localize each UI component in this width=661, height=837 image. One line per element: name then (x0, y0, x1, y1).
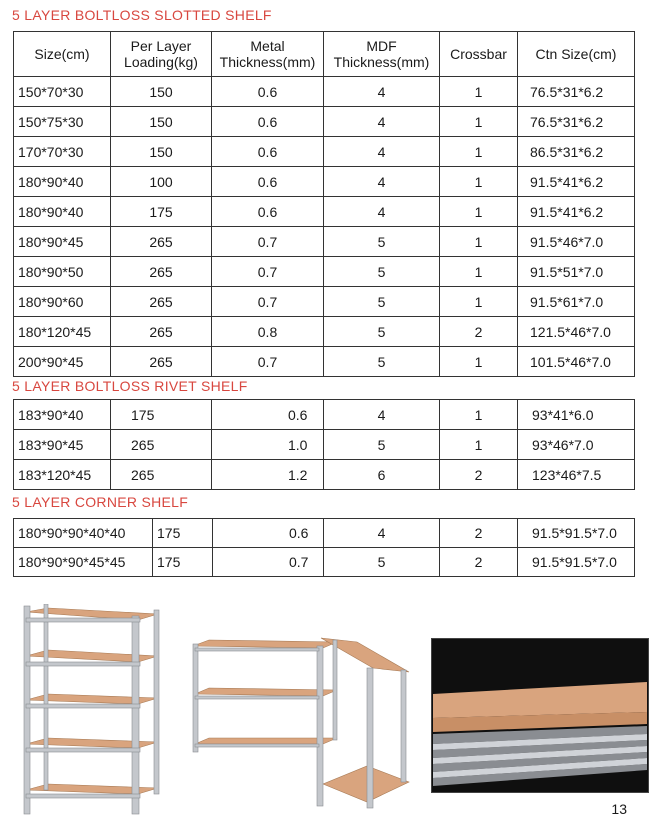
table-cell: 4 (324, 167, 440, 197)
page-number: 13 (611, 801, 627, 817)
table-row (14, 460, 635, 490)
table-cell: 265 (111, 227, 212, 257)
table-cell: 1 (440, 77, 518, 107)
table-row (14, 548, 635, 577)
table-cell: 121.5*46*7.0 (518, 317, 635, 347)
table-cell: 5 (324, 257, 440, 287)
table-cell: 91.5*91.5*7.0 (518, 548, 635, 577)
table-cell: 180*90*90*40*40 (14, 519, 153, 548)
corner-shelf-table (13, 518, 635, 577)
table-cell: 6 (324, 460, 440, 490)
table-cell: 76.5*31*6.2 (518, 107, 635, 137)
table-cell: 4 (324, 77, 440, 107)
table-cell: 4 (324, 519, 440, 548)
table-cell: 1.2 (212, 460, 324, 490)
table-cell: 1 (440, 287, 518, 317)
table-row (14, 430, 635, 460)
table-cell: 91.5*41*6.2 (518, 197, 635, 227)
table-cell: 5 (324, 317, 440, 347)
table-cell: 4 (324, 197, 440, 227)
table-cell: 200*90*45 (14, 347, 111, 377)
table-cell: 0.7 (213, 548, 324, 577)
table-cell: 101.5*46*7.0 (518, 347, 635, 377)
table-cell: 180*90*60 (14, 287, 111, 317)
table-cell: 2 (440, 519, 518, 548)
table-row (14, 287, 635, 317)
table-cell: 4 (324, 400, 440, 430)
table-cell: 150*70*30 (14, 77, 111, 107)
table-cell: 175 (111, 197, 212, 227)
table-row (14, 167, 635, 197)
table-cell: 4 (324, 107, 440, 137)
table-cell: 91.5*41*6.2 (518, 167, 635, 197)
table-cell: 265 (111, 460, 212, 490)
header-loading: Per Layer Loading(kg) (111, 32, 212, 77)
table-cell: 91.5*61*7.0 (518, 287, 635, 317)
table-cell: 0.7 (212, 287, 324, 317)
table-cell: 91.5*91.5*7.0 (518, 519, 635, 548)
table-cell: 0.6 (213, 519, 324, 548)
table-cell: 265 (111, 257, 212, 287)
table-cell: 150 (111, 77, 212, 107)
table-row (14, 347, 635, 377)
table-cell: 180*90*45 (14, 227, 111, 257)
table-cell: 1.0 (212, 430, 324, 460)
table-cell: 150 (111, 107, 212, 137)
header-mdf-thickness: MDF Thickness(mm) (324, 32, 440, 77)
table-cell: 100 (111, 167, 212, 197)
table-cell: 5 (324, 430, 440, 460)
table-header-row (14, 32, 635, 77)
table-row (14, 227, 635, 257)
table-cell: 0.7 (212, 227, 324, 257)
section-title-rivet: 5 LAYER BOLTLOSS RIVET SHELF (12, 378, 248, 394)
table-cell: 0.7 (212, 257, 324, 287)
table-cell: 91.5*51*7.0 (518, 257, 635, 287)
table-cell: 1 (440, 197, 518, 227)
table-cell: 180*90*40 (14, 197, 111, 227)
table-cell: 170*70*30 (14, 137, 111, 167)
table-cell: 265 (111, 287, 212, 317)
table-cell: 5 (324, 287, 440, 317)
table-cell: 0.6 (212, 197, 324, 227)
header-metal-thickness: Metal Thickness(mm) (212, 32, 324, 77)
table-cell: 0.6 (212, 400, 324, 430)
table-cell: 5 (324, 548, 440, 577)
table-cell: 2 (440, 460, 518, 490)
table-cell: 0.6 (212, 137, 324, 167)
mdf-closeup-photo (431, 638, 649, 793)
table-row (14, 317, 635, 347)
table-cell: 0.6 (212, 107, 324, 137)
section-title-slotted: 5 LAYER BOLTLOSS SLOTTED SHELF (12, 7, 272, 23)
table-cell: 5 (324, 227, 440, 257)
table-cell: 86.5*31*6.2 (518, 137, 635, 167)
section-title-corner: 5 LAYER CORNER SHELF (12, 494, 189, 510)
table-row (14, 519, 635, 548)
table-row (14, 137, 635, 167)
table-cell: 91.5*46*7.0 (518, 227, 635, 257)
table-cell: 0.6 (212, 77, 324, 107)
table-cell: 180*120*45 (14, 317, 111, 347)
table-cell: 0.7 (212, 347, 324, 377)
slotted-shelf-photo (18, 604, 164, 816)
table-cell: 1 (440, 167, 518, 197)
header-crossbar: Crossbar (440, 32, 518, 77)
table-cell: 180*90*40 (14, 167, 111, 197)
table-cell: 2 (440, 548, 518, 577)
table-row (14, 197, 635, 227)
table-cell: 1 (440, 257, 518, 287)
table-cell: 1 (440, 227, 518, 257)
table-cell: 183*120*45 (14, 460, 111, 490)
table-cell: 180*90*50 (14, 257, 111, 287)
table-cell: 93*41*6.0 (518, 400, 635, 430)
table-cell: 1 (440, 400, 518, 430)
table-row (14, 257, 635, 287)
table-cell: 150 (111, 137, 212, 167)
table-cell: 150*75*30 (14, 107, 111, 137)
table-cell: 1 (440, 137, 518, 167)
table-cell: 0.8 (212, 317, 324, 347)
table-cell: 183*90*40 (14, 400, 111, 430)
table-cell: 175 (153, 548, 213, 577)
table-cell: 93*46*7.0 (518, 430, 635, 460)
table-cell: 76.5*31*6.2 (518, 77, 635, 107)
table-cell: 2 (440, 317, 518, 347)
slotted-shelf-table (13, 31, 635, 377)
table-cell: 1 (440, 107, 518, 137)
table-cell: 5 (324, 347, 440, 377)
table-cell: 175 (153, 519, 213, 548)
table-cell: 265 (111, 347, 212, 377)
table-cell: 1 (440, 430, 518, 460)
table-cell: 265 (111, 430, 212, 460)
table-cell: 123*46*7.5 (518, 460, 635, 490)
header-ctn-size: Ctn Size(cm) (518, 32, 635, 77)
table-cell: 0.6 (212, 167, 324, 197)
corner-shelf-photo (187, 634, 414, 810)
header-size: Size(cm) (14, 32, 111, 77)
table-row (14, 107, 635, 137)
table-cell: 180*90*90*45*45 (14, 548, 153, 577)
table-cell: 4 (324, 137, 440, 167)
table-cell: 265 (111, 317, 212, 347)
table-cell: 1 (440, 347, 518, 377)
table-cell: 183*90*45 (14, 430, 111, 460)
table-row (14, 400, 635, 430)
table-row (14, 77, 635, 107)
table-cell: 175 (111, 400, 212, 430)
rivet-shelf-table (13, 399, 635, 490)
